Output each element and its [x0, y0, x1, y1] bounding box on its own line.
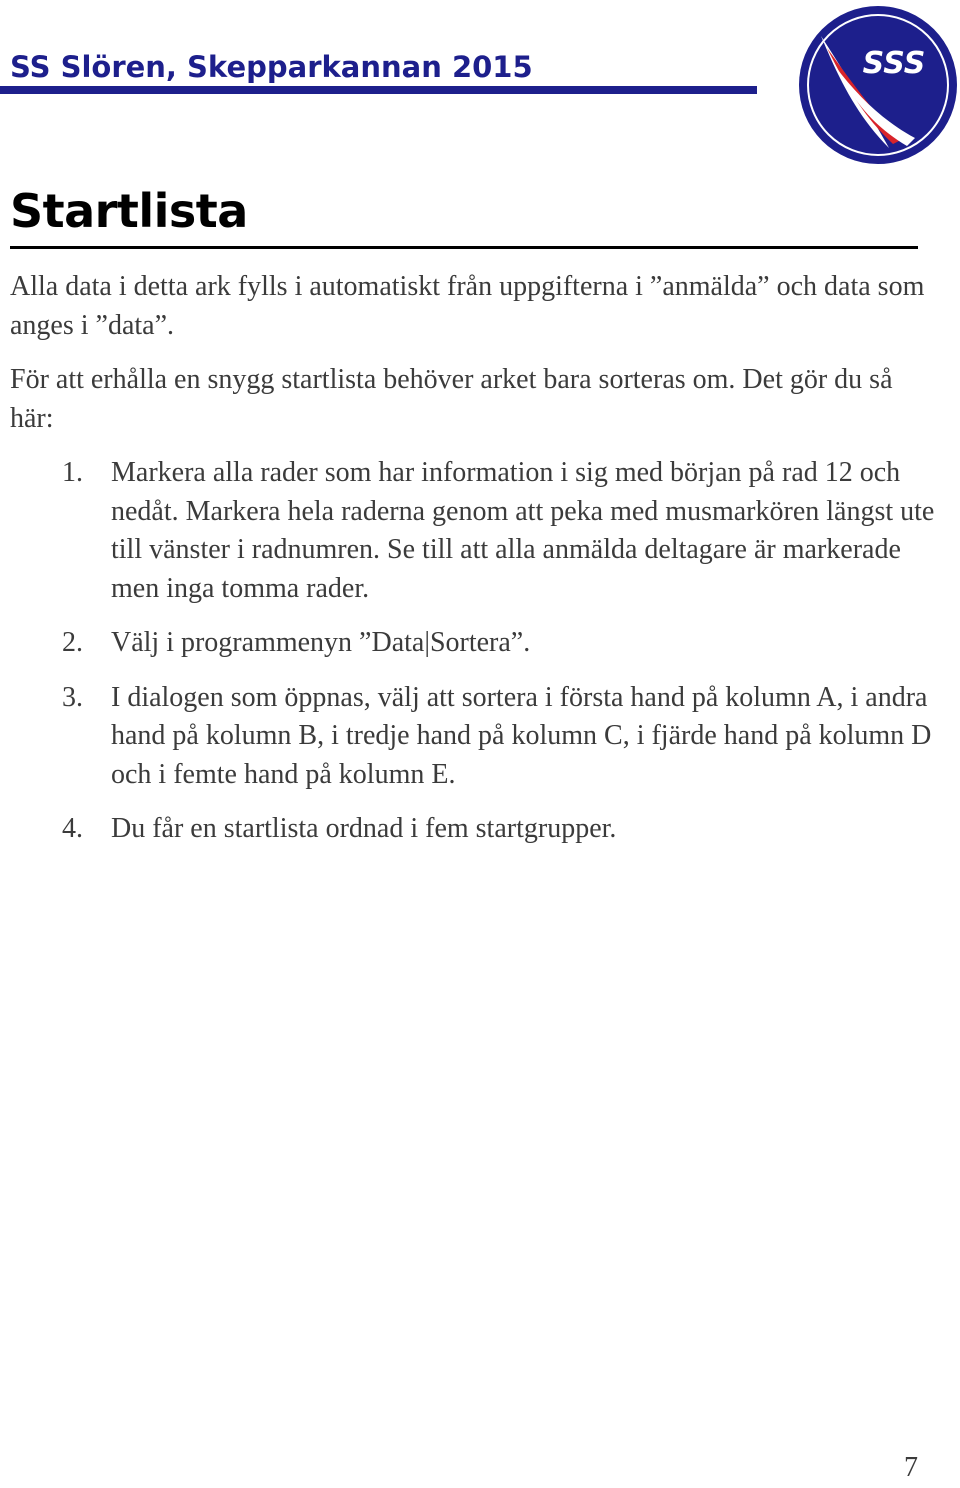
step-number: 4. [62, 813, 83, 844]
logo-text: SSS [862, 46, 926, 81]
step-text: I dialogen som öppnas, välj att sortera i första hand på kolumn A, i andra hand på kolumn B, i tredje hand på kolumn C, i fjärde hand på kolumn D och i femte hand på kolumn E. [111, 681, 932, 790]
list-item [10, 679, 940, 795]
steps-list [10, 454, 940, 849]
step-text: Välj i programmenyn ”Data|Sortera”. [111, 627, 531, 658]
step-text: Markera alla rader som har information i sig med början på rad 12 och nedåt. Markera hela raderna genom att peka med musmarkören längst ute till vänster i radnumren. Se till att alla anmälda deltagare är markerade men inga tomma rader. [111, 457, 935, 604]
header-rule [0, 86, 757, 94]
page-title: Startlista [10, 184, 248, 238]
intro-paragraph: Alla data i detta ark fylls i automatiskt från uppgifterna i ”anmälda” och data som anges i ”data”. [10, 271, 925, 341]
step-number: 1. [62, 457, 83, 488]
step-number: 3. [62, 681, 83, 713]
list-item [10, 624, 940, 663]
list-item [10, 810, 940, 849]
content [10, 268, 940, 865]
step-number: 2. [62, 627, 83, 658]
sss-logo [797, 4, 959, 166]
page-number: 7 [904, 1452, 918, 1483]
list-item [10, 454, 940, 608]
header-title: SS Slören, Skepparkannan 2015 [10, 50, 533, 84]
intro-paragraph: För att erhålla en snygg startlista behöver arket bara sorteras om. Det gör du så här: [10, 364, 893, 434]
title-rule [10, 246, 918, 249]
step-text: Du får en startlista ordnad i fem startgrupper. [111, 813, 617, 844]
